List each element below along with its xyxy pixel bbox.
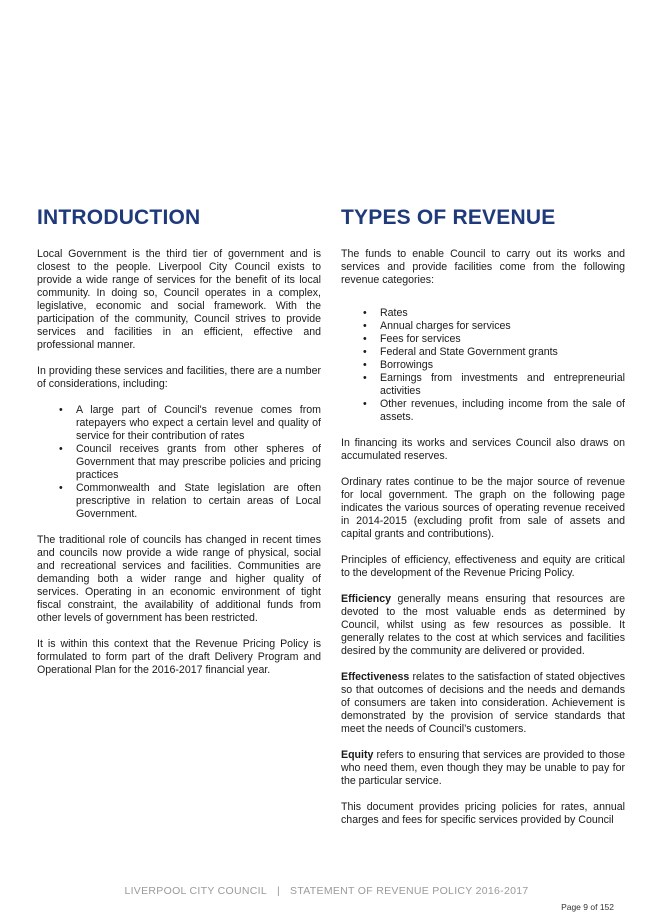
footer-separator: | [277, 885, 281, 897]
revenue-paragraph-2: In financing its works and services Council also draws on accumulated reserves. [341, 437, 625, 462]
consideration-item: • Commonwealth and State legislation are often prescriptive in relation to certain areas of Local Government. [59, 482, 321, 521]
effectiveness-term: Effectiveness [341, 671, 410, 683]
revenue-category-item: • Rates [363, 307, 625, 320]
page-number: Page 9 of 152 [561, 902, 614, 912]
footer-org: LIVERPOOL CITY COUNCIL [124, 885, 268, 897]
revenue-column [341, 206, 625, 840]
revenue-category-item: • Other revenues, including income from the sale of assets. [363, 398, 625, 424]
consideration-item: • A large part of Council's revenue comes from ratepayers who expect a certain level and quality of service for their contribution of rates [59, 404, 321, 443]
equity-paragraph [341, 749, 625, 788]
introduction-paragraph-2: In providing these services and facilities, there are a number of considerations, including: [37, 365, 321, 390]
revenue-category-item: • Fees for services [363, 333, 625, 346]
revenue-heading: TYPES OF REVENUE [341, 206, 556, 229]
consideration-item: • Council receives grants from other spheres of Government that may prescribe policies and pricing practices [59, 443, 321, 482]
introduction-paragraph-1: Local Government is the third tier of government and is closest to the people. Liverpool City Council exists to provide a wide range of services for the benefit of its local community. In doing so, Council operates in a complex, legislative, economic and social framework. With the participation of the community, Council strives to provide services and facilities in an efficient, effective and professional manner. [37, 248, 321, 351]
revenue-paragraph-1: The funds to enable Council to carry out its works and services and provide facilities come from the following revenue categories: [341, 248, 625, 286]
efficiency-term: Efficiency [341, 593, 392, 605]
footer-doc-title: STATEMENT OF REVENUE POLICY 2016-2017 [290, 885, 529, 897]
equity-term: Equity [341, 749, 374, 761]
revenue-paragraph-4: Principles of efficiency, effectiveness and equity are critical to the development of the Revenue Pricing Policy. [341, 554, 625, 579]
page-footer [0, 885, 653, 897]
introduction-heading: INTRODUCTION [37, 206, 201, 229]
introduction-column [37, 206, 321, 690]
revenue-category-item: • Annual charges for services [363, 320, 625, 333]
introduction-paragraph-4: It is within this context that the Revenue Pricing Policy is formulated to form part of the draft Delivery Program and Operational Plan for the 2016-2017 financial year. [37, 638, 321, 676]
revenue-category-item: • Federal and State Government grants [363, 346, 625, 359]
effectiveness-paragraph [341, 671, 625, 736]
revenue-paragraph-last: This document provides pricing policies for rates, annual charges and fees for specific services provided by Council [341, 801, 625, 826]
efficiency-text: generally means ensuring that resources are devoted to the most valuable ends as determined by Council, whilst using as few resources as possible. It generally relates to the cost at which services and facilities desired by the community are delivered or provided. [341, 593, 625, 657]
revenue-category-item: • Earnings from investments and entrepreneurial activities [363, 372, 625, 398]
effectiveness-text: relates to the satisfaction of stated objectives so that outcomes of decisions and the needs and demands of consumers are taken into consideration. Achievement is demonstrated by the provision of service standards that meet the needs of Council’s customers. [341, 671, 625, 735]
introduction-paragraph-3: The traditional role of councils has changed in recent times and councils now provide a wide range of physical, social and recreational services and facilities. Communities are demanding both a wider range and higher quality of services. Operating in an economic environment of tight fiscal constraint, the availability of additional funds from other levels of government has been restricted. [37, 534, 321, 624]
revenue-categories-list [341, 307, 625, 424]
equity-text: refers to ensuring that services are provided to those who need them, even though they may be unable to pay for the particular service. [341, 749, 625, 787]
revenue-paragraph-3: Ordinary rates continue to be the major source of revenue for local government. The graph on the following page indicates the various sources of operating revenue received in 2014-2015 (excluding profit from sale of assets and capital grants and contributions). [341, 476, 625, 540]
considerations-list [37, 404, 321, 521]
revenue-category-item: • Borrowings [363, 359, 625, 372]
efficiency-paragraph [341, 593, 625, 658]
